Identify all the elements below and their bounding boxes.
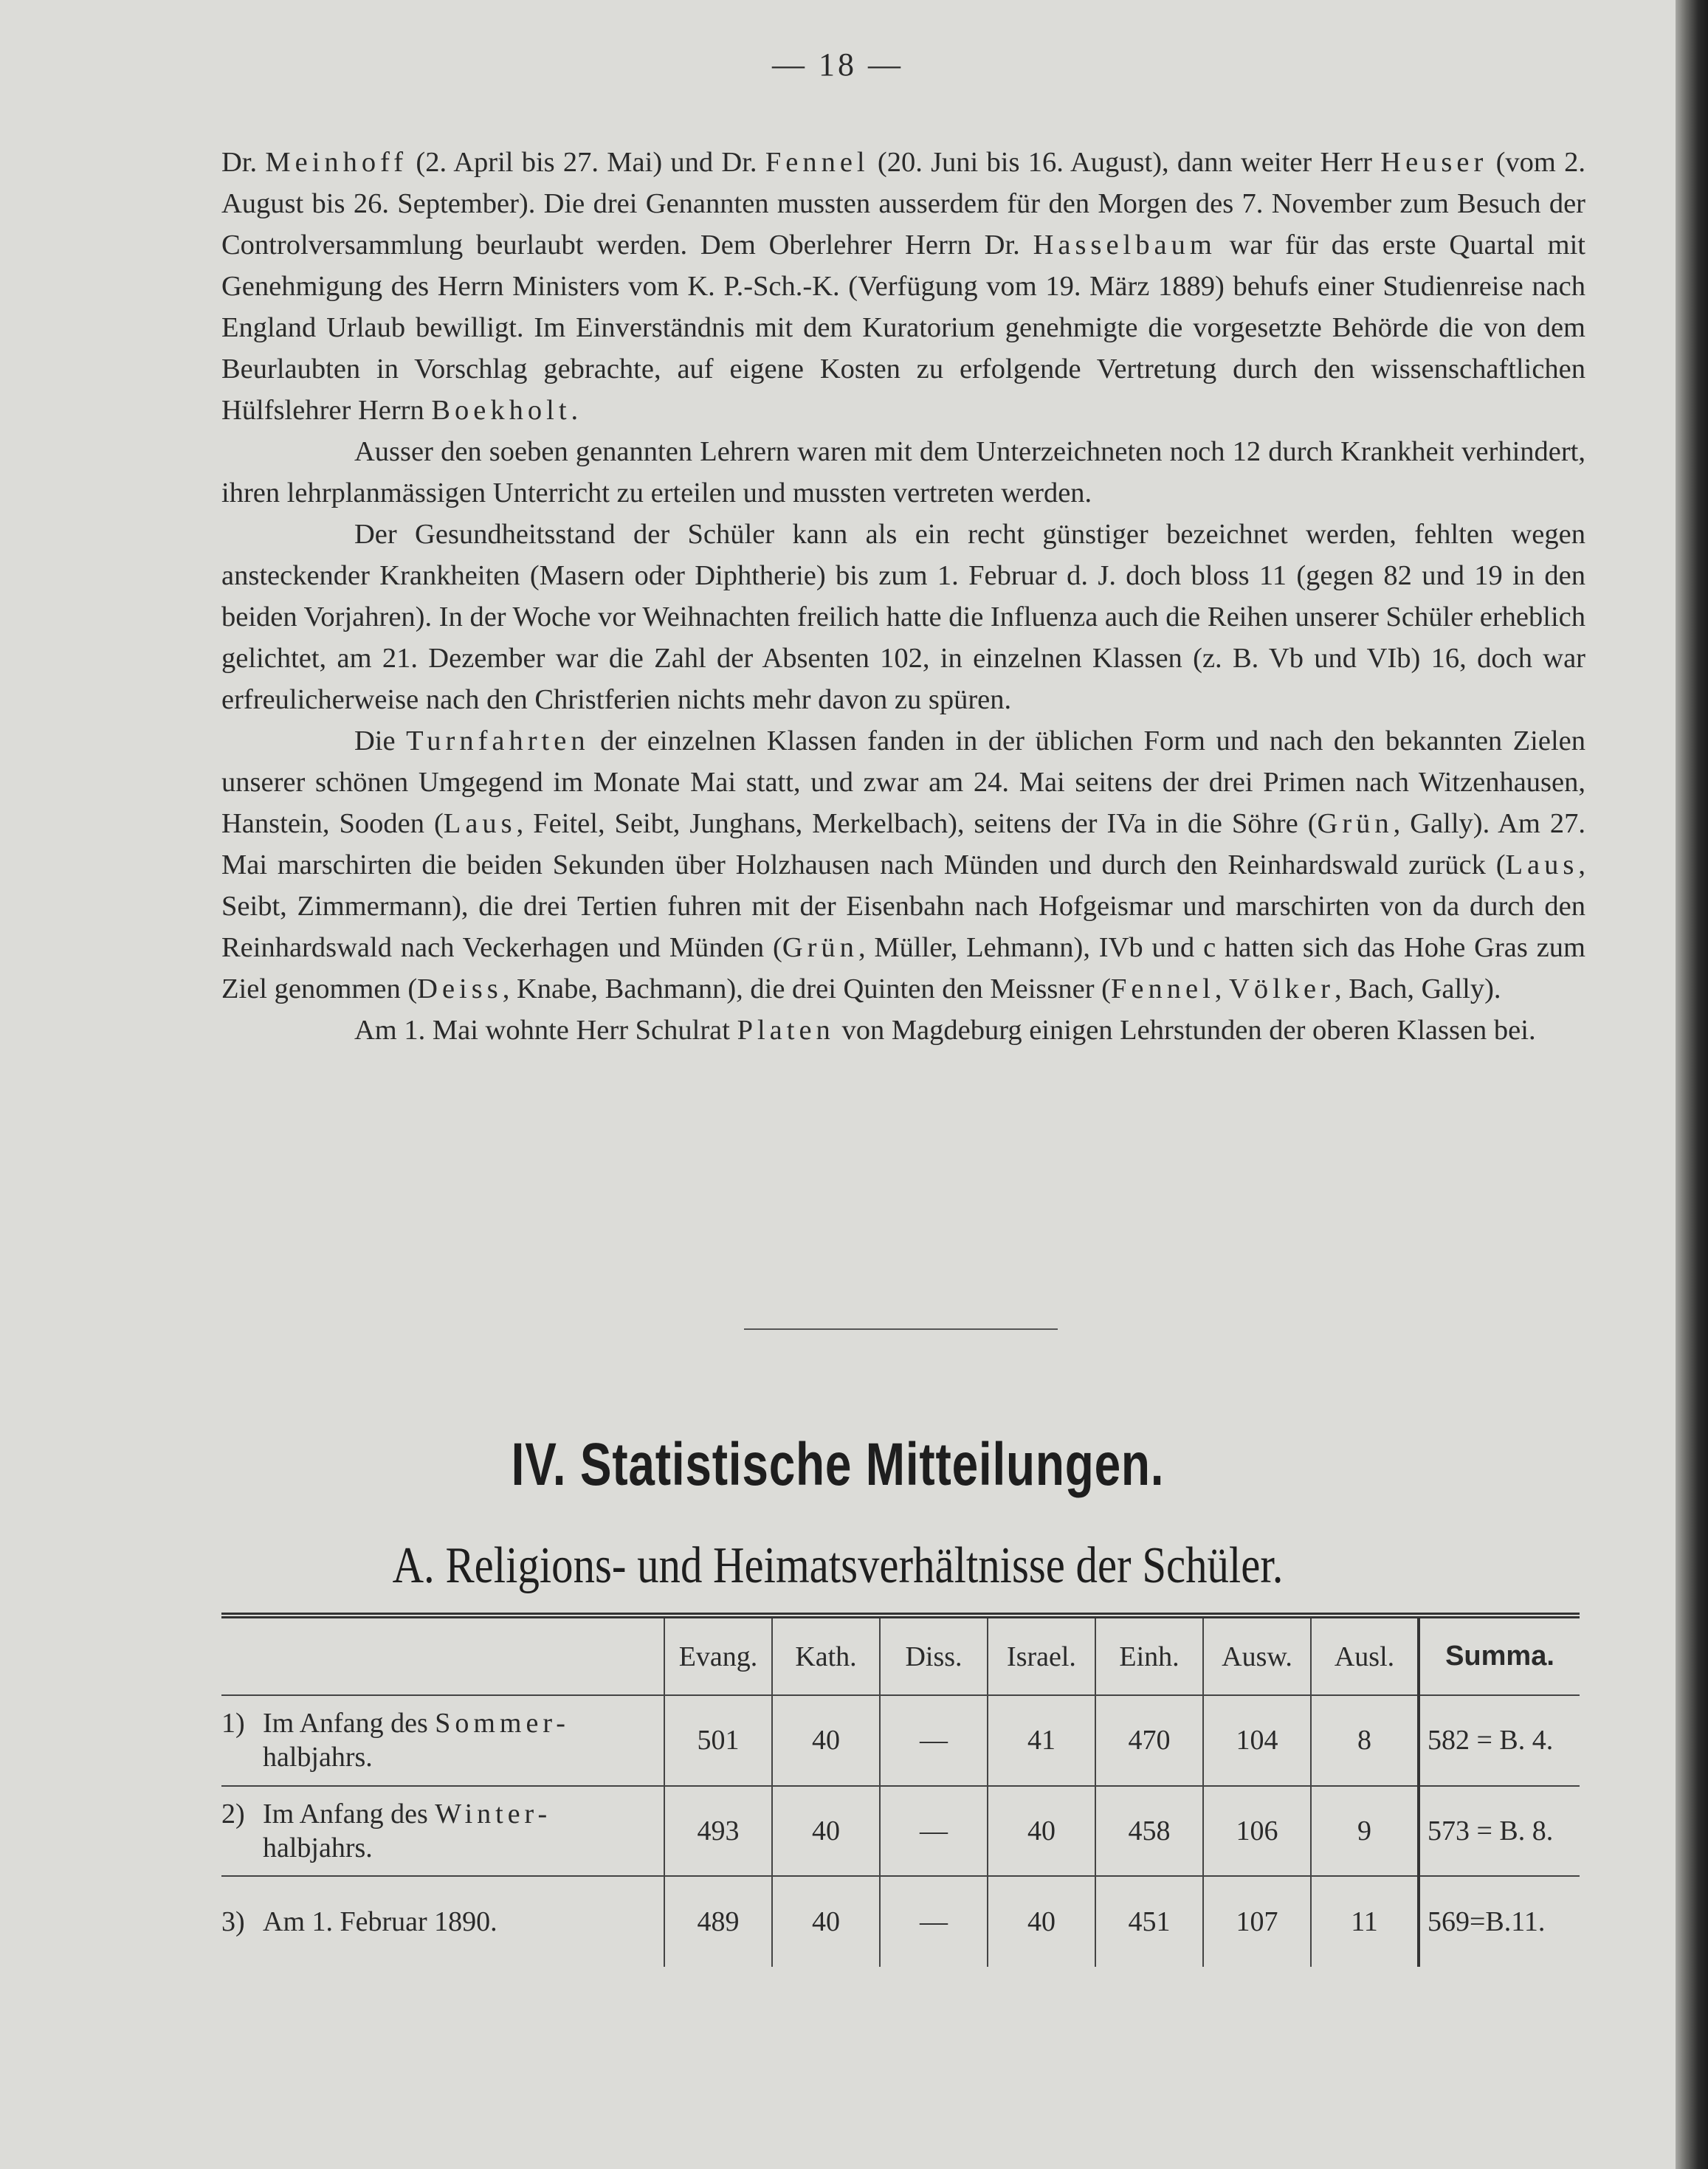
paragraph-3: Der Gesundheitsstand der Schüler kann als ein recht günstiger bezeichnet werden, fehlten wegen ansteckender Krankheiten (Masern oder Diphtherie) bis zum 1. Februar d. J. doch bloss 11 (gegen 82 und 19 in den beiden Vorjahren). In der Woche vor Weihnachten freilich hatte die Influenza auch die Reihen unserer Schüler erheblich gelichtet, am 21. Dezember war die Zahl der Absenten 102, in einzelnen Klassen (z. B. Vb und VIb) 16, doch war erfreulicherweise nach den Christferien nichts mehr davon zu spüren. [221, 519, 1585, 715]
column-header: Israel. [988, 1615, 1095, 1695]
table-cell: 11 [1311, 1876, 1419, 1967]
row-number: 2) [221, 1798, 245, 1830]
text-run: (20. Juni bis 16. August), dann weiter Herr [869, 147, 1381, 178]
table-cell: 104 [1203, 1695, 1311, 1786]
table-cell: 451 [1095, 1876, 1203, 1967]
table-cell: 8 [1311, 1695, 1419, 1786]
paragraph-5 [221, 1010, 1585, 1051]
paragraph-2: Ausser den soeben genannten Lehrern waren mit dem Unterzeichneten noch 12 durch Krankheit verhindert, ihren lehrplanmässigen Unterricht zu erteilen und mussten vertreten werden. [221, 436, 1585, 508]
spaced-name: Fennel [1111, 973, 1215, 1004]
table-cell: — [880, 1786, 988, 1877]
text-run: der einzelnen Klassen fanden in der üblichen Form und nach den bekannten Zielen unserer schönen Umgegend im Monate Mai statt, und zwar am 24. Mai seitens der drei Primen nach Witzenhausen, Hanstein, Sooden ( [221, 725, 1585, 839]
spaced-name: Heuser [1380, 147, 1488, 178]
text-run: Am 1. Mai wohnte Herr Schulrat [354, 1015, 737, 1046]
table-cell: 40 [988, 1786, 1095, 1877]
paragraph-1 [221, 142, 1585, 431]
row-label [221, 1876, 664, 1967]
row-number: 1) [221, 1708, 245, 1739]
spaced-name: Turnfahrten [406, 725, 590, 756]
text-run: (2. April bis 27. Mai) und Dr. [407, 147, 765, 178]
spaced-name: Laus [443, 808, 517, 839]
paragraph-4 [221, 720, 1585, 1010]
spaced-name: Laus [1505, 849, 1579, 880]
table-cell-summa: 569=B.11. [1419, 1876, 1580, 1967]
table-cell: 41 [988, 1695, 1095, 1786]
table-cell: 501 [664, 1695, 772, 1786]
text-run: , Seibt, Zimmermann), die drei Tertien fuhren mit der Eisenbahn nach Hofgeismar und marschirten von da durch den Reinhardswald nach Veckerhagen und Münden ( [221, 849, 1585, 963]
section-title: IV. Statistische Mitteilungen. [511, 1431, 1165, 1498]
column-header: Diss. [880, 1615, 988, 1695]
page-number: — 18 — [772, 46, 903, 83]
column-header: Ausl. [1311, 1615, 1419, 1695]
table-cell: — [880, 1695, 988, 1786]
table-cell-summa: 582 = B. 4. [1419, 1695, 1580, 1786]
table-row [221, 1695, 1580, 1786]
book-gutter-shadow [1676, 0, 1708, 2169]
spaced-name: Deiss [417, 973, 503, 1004]
table-corner [221, 1615, 664, 1695]
table-cell: 106 [1203, 1786, 1311, 1877]
table-header-row [221, 1615, 1580, 1695]
row-number: 3) [221, 1906, 245, 1938]
text-run: Die [354, 725, 407, 756]
spaced-name: Völker [1229, 973, 1335, 1004]
row-label-spaced: Sommer- [435, 1708, 570, 1739]
table-cell: 107 [1203, 1876, 1311, 1967]
table-cell-summa: 573 = B. 8. [1419, 1786, 1580, 1877]
table-cell: 470 [1095, 1695, 1203, 1786]
section-subtitle: A. Religions- und Heimatsverhältnisse der Schüler. [392, 1537, 1284, 1594]
row-label [221, 1786, 664, 1877]
spaced-name: Hasselbaum [1033, 230, 1216, 261]
text-run: war für das erste Quartal mit Genehmigung des Herrn Ministers vom K. P.-Sch.-K. (Verfügung vom 19. März 1889) behufs einer Studienreise nach England Urlaub bewilligt. Im Einverständnis mit dem Kuratorium genehmigte die vorgesetzte Behörde die von dem Beurlaubten in Vorschlag gebrachte, auf eigene Kosten zu erfolgende Vertretung durch den wissenschaftlichen Hülfslehrer Herrn [221, 230, 1585, 426]
text-run: (vom 2. August bis 26. September). Die drei Genannten mussten ausserdem für den Morgen des 7. November zum Besuch der Controlversammlung beurlaubt werden. Dem Oberlehrer Herrn Dr. [221, 147, 1585, 261]
text-run: . [571, 395, 579, 426]
table-cell: 493 [664, 1786, 772, 1877]
table-cell: 458 [1095, 1786, 1203, 1877]
table-row [221, 1876, 1580, 1967]
row-label-continuation: halbjahrs. [263, 1742, 373, 1773]
row-label-continuation: halbjahrs. [263, 1832, 373, 1863]
spaced-name: Meinhoff [265, 147, 408, 178]
column-header-summa: Summa. [1419, 1615, 1580, 1695]
statistics-table [221, 1613, 1580, 1967]
spaced-name: Platen [737, 1015, 835, 1046]
text-run: , [1214, 973, 1230, 1004]
text-run: , Bach, Gally). [1334, 973, 1501, 1004]
row-label-spaced: Winter- [435, 1798, 552, 1830]
row-label-text: Am 1. Februar 1890. [263, 1906, 497, 1938]
table-row [221, 1786, 1580, 1877]
text-run: , Müller, Lehmann), IVb und c hatten sich das Hohe Gras zum Ziel genommen ( [221, 932, 1585, 1004]
column-header: Einh. [1095, 1615, 1203, 1695]
table-cell: 40 [772, 1786, 880, 1877]
table-cell: 40 [772, 1695, 880, 1786]
row-label-text: Im Anfang des [263, 1798, 435, 1830]
table-cell: 9 [1311, 1786, 1419, 1877]
table-cell: 489 [664, 1876, 772, 1967]
column-header: Evang. [664, 1615, 772, 1695]
text-run: , Gally). Am 27. Mai marschirten die beiden Sekunden über Holzhausen nach Münden und durch den Reinhardswald zurück ( [221, 808, 1585, 880]
table-cell: 40 [988, 1876, 1095, 1967]
text-run: von Magdeburg einigen Lehrstunden der oberen Klassen bei. [834, 1015, 1536, 1046]
body-text [221, 142, 1585, 1051]
spaced-name: Boekholt [431, 395, 571, 426]
text-run: Dr. [221, 147, 266, 178]
spaced-name: Grün [1317, 808, 1394, 839]
spaced-name: Fennel [765, 147, 870, 178]
table-cell: — [880, 1876, 988, 1967]
section-divider [744, 1328, 1058, 1330]
column-header: Ausw. [1203, 1615, 1311, 1695]
table-cell: 40 [772, 1876, 880, 1967]
row-label-text: Im Anfang des [263, 1708, 435, 1739]
row-label [221, 1695, 664, 1786]
text-run: , Feitel, Seibt, Junghans, Merkelbach), seitens der IVa in die Söhre ( [516, 808, 1318, 839]
spaced-name: Grün [782, 932, 858, 963]
column-header: Kath. [772, 1615, 880, 1695]
text-run: , Knabe, Bachmann), die drei Quinten den Meissner ( [502, 973, 1111, 1004]
